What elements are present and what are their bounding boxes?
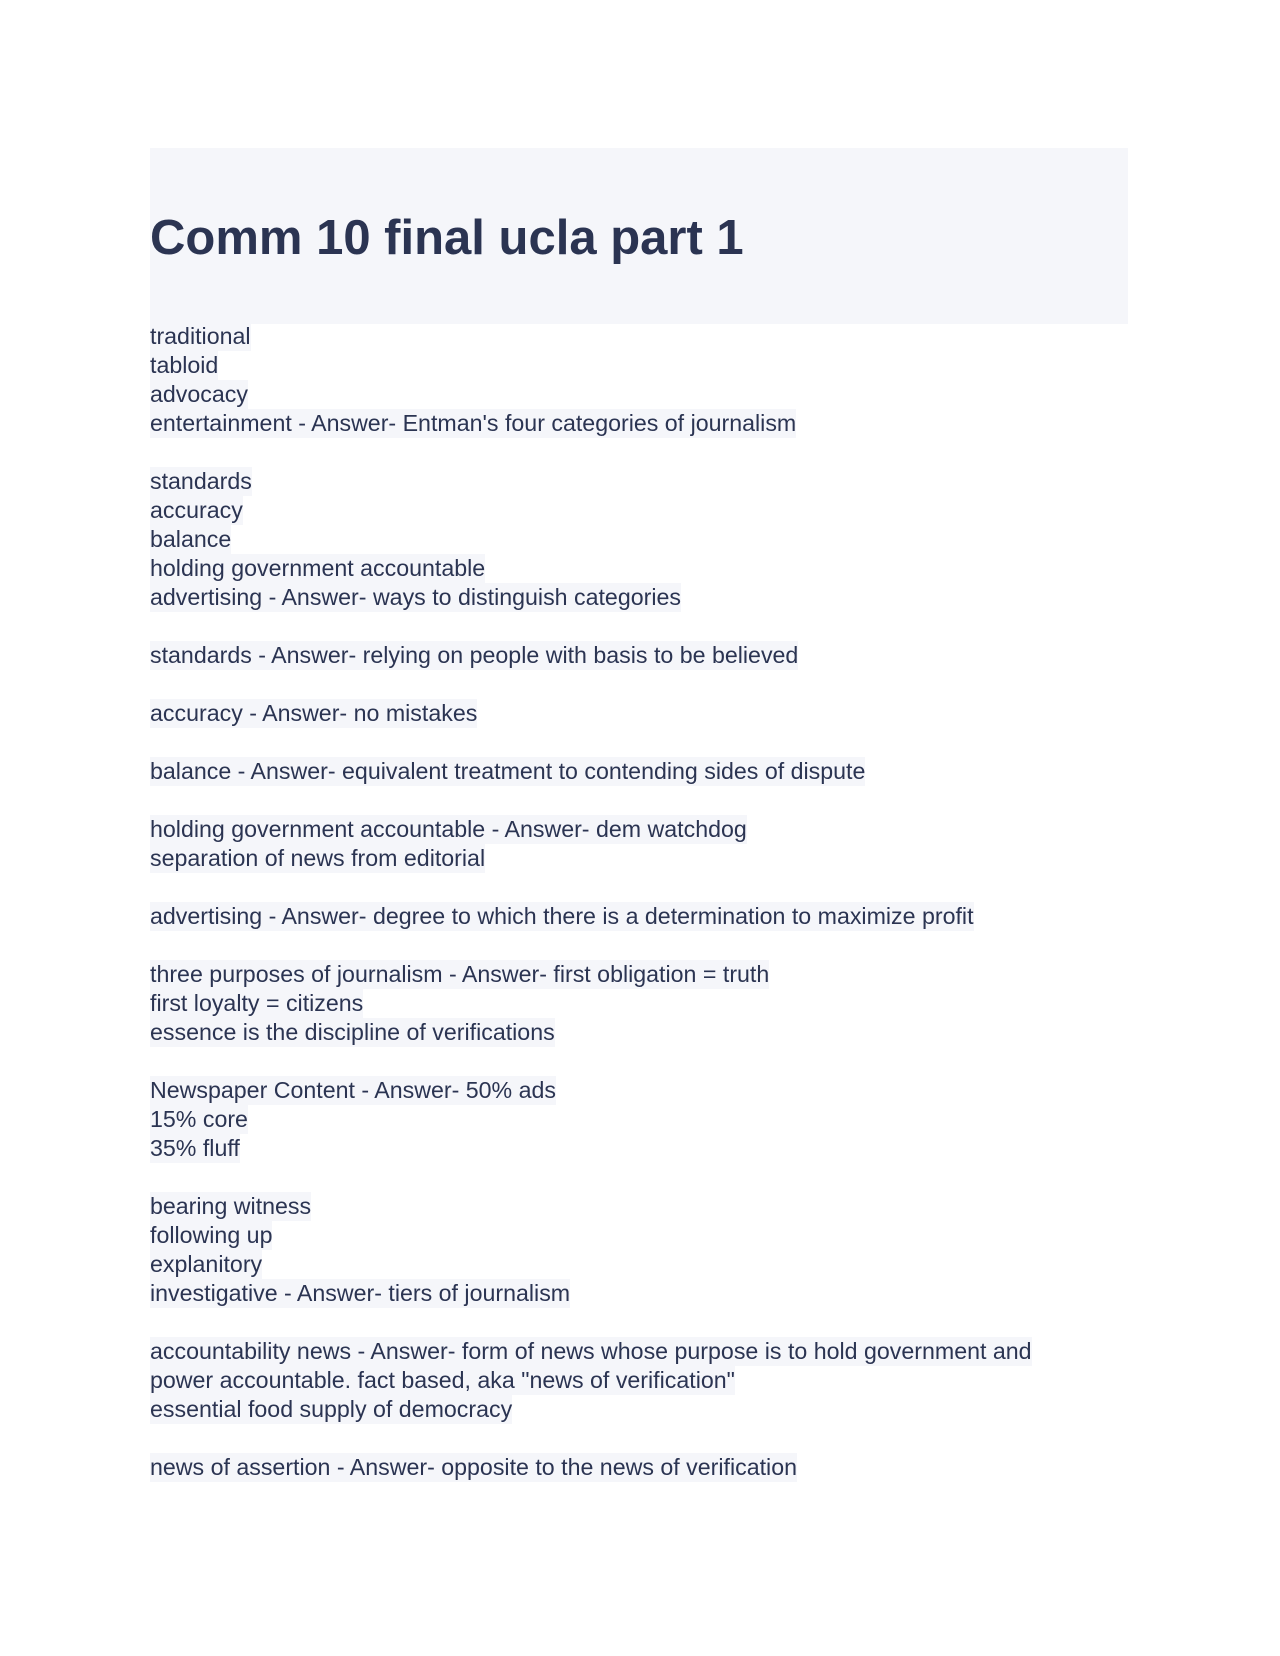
card-line: bearing witness <box>150 1193 312 1219</box>
page-title: Comm 10 final ucla part 1 <box>150 211 744 265</box>
card-line: accuracy <box>150 497 243 523</box>
card-line: holding government accountable - Answer- dem watchdog <box>150 816 747 842</box>
card-line: accuracy - Answer- no mistakes <box>150 700 478 726</box>
card-line: three purposes of journalism - Answer- first obligation = truth <box>150 961 770 987</box>
flashcard-accuracy <box>150 699 1150 728</box>
card-line: first loyalty = citizens <box>150 990 364 1016</box>
flashcard-balance <box>150 757 1150 786</box>
flashcard-newspaper-content <box>150 1076 1150 1163</box>
card-line: essence is the discipline of verifications <box>150 1019 555 1045</box>
card-line: advertising - Answer- degree to which there is a determination to maximize profit <box>150 903 974 929</box>
card-line: power accountable. fact based, aka "news of verification" <box>150 1367 735 1393</box>
card-line: standards - Answer- relying on people with basis to be believed <box>150 642 799 668</box>
card-line: holding government accountable <box>150 555 486 581</box>
flashcard-entman-categories <box>150 322 1150 438</box>
card-line: news of assertion - Answer- opposite to the news of verification <box>150 1454 797 1480</box>
card-line: accountability news - Answer- form of news whose purpose is to hold government and <box>150 1338 1032 1364</box>
card-line: traditional <box>150 323 251 349</box>
card-line: entertainment - Answer- Entman's four categories of journalism <box>150 410 797 436</box>
card-line: 15% core <box>150 1106 248 1132</box>
card-line: standards <box>150 468 252 494</box>
card-line: balance <box>150 526 232 552</box>
card-line: tabloid <box>150 352 219 378</box>
card-line: following up <box>150 1222 273 1248</box>
card-line: 35% fluff <box>150 1135 240 1161</box>
flashcard-government-accountable <box>150 815 1150 873</box>
card-line: Newspaper Content - Answer- 50% ads <box>150 1077 556 1103</box>
flashcard-list <box>150 322 1150 1511</box>
flashcard-distinguish-categories <box>150 467 1150 612</box>
flashcard-standards <box>150 641 1150 670</box>
card-line: advertising - Answer- ways to distinguish categories <box>150 584 681 610</box>
card-line: investigative - Answer- tiers of journalism <box>150 1280 571 1306</box>
flashcard-three-purposes <box>150 960 1150 1047</box>
card-line: advocacy <box>150 381 248 407</box>
flashcard-advertising <box>150 902 1150 931</box>
flashcard-tiers <box>150 1192 1150 1308</box>
card-line: essential food supply of democracy <box>150 1396 513 1422</box>
flashcard-news-of-assertion <box>150 1453 1150 1482</box>
card-line: balance - Answer- equivalent treatment to contending sides of dispute <box>150 758 866 784</box>
flashcard-accountability-news <box>150 1337 1150 1424</box>
card-line: separation of news from editorial <box>150 845 486 871</box>
card-line: explanitory <box>150 1251 263 1277</box>
